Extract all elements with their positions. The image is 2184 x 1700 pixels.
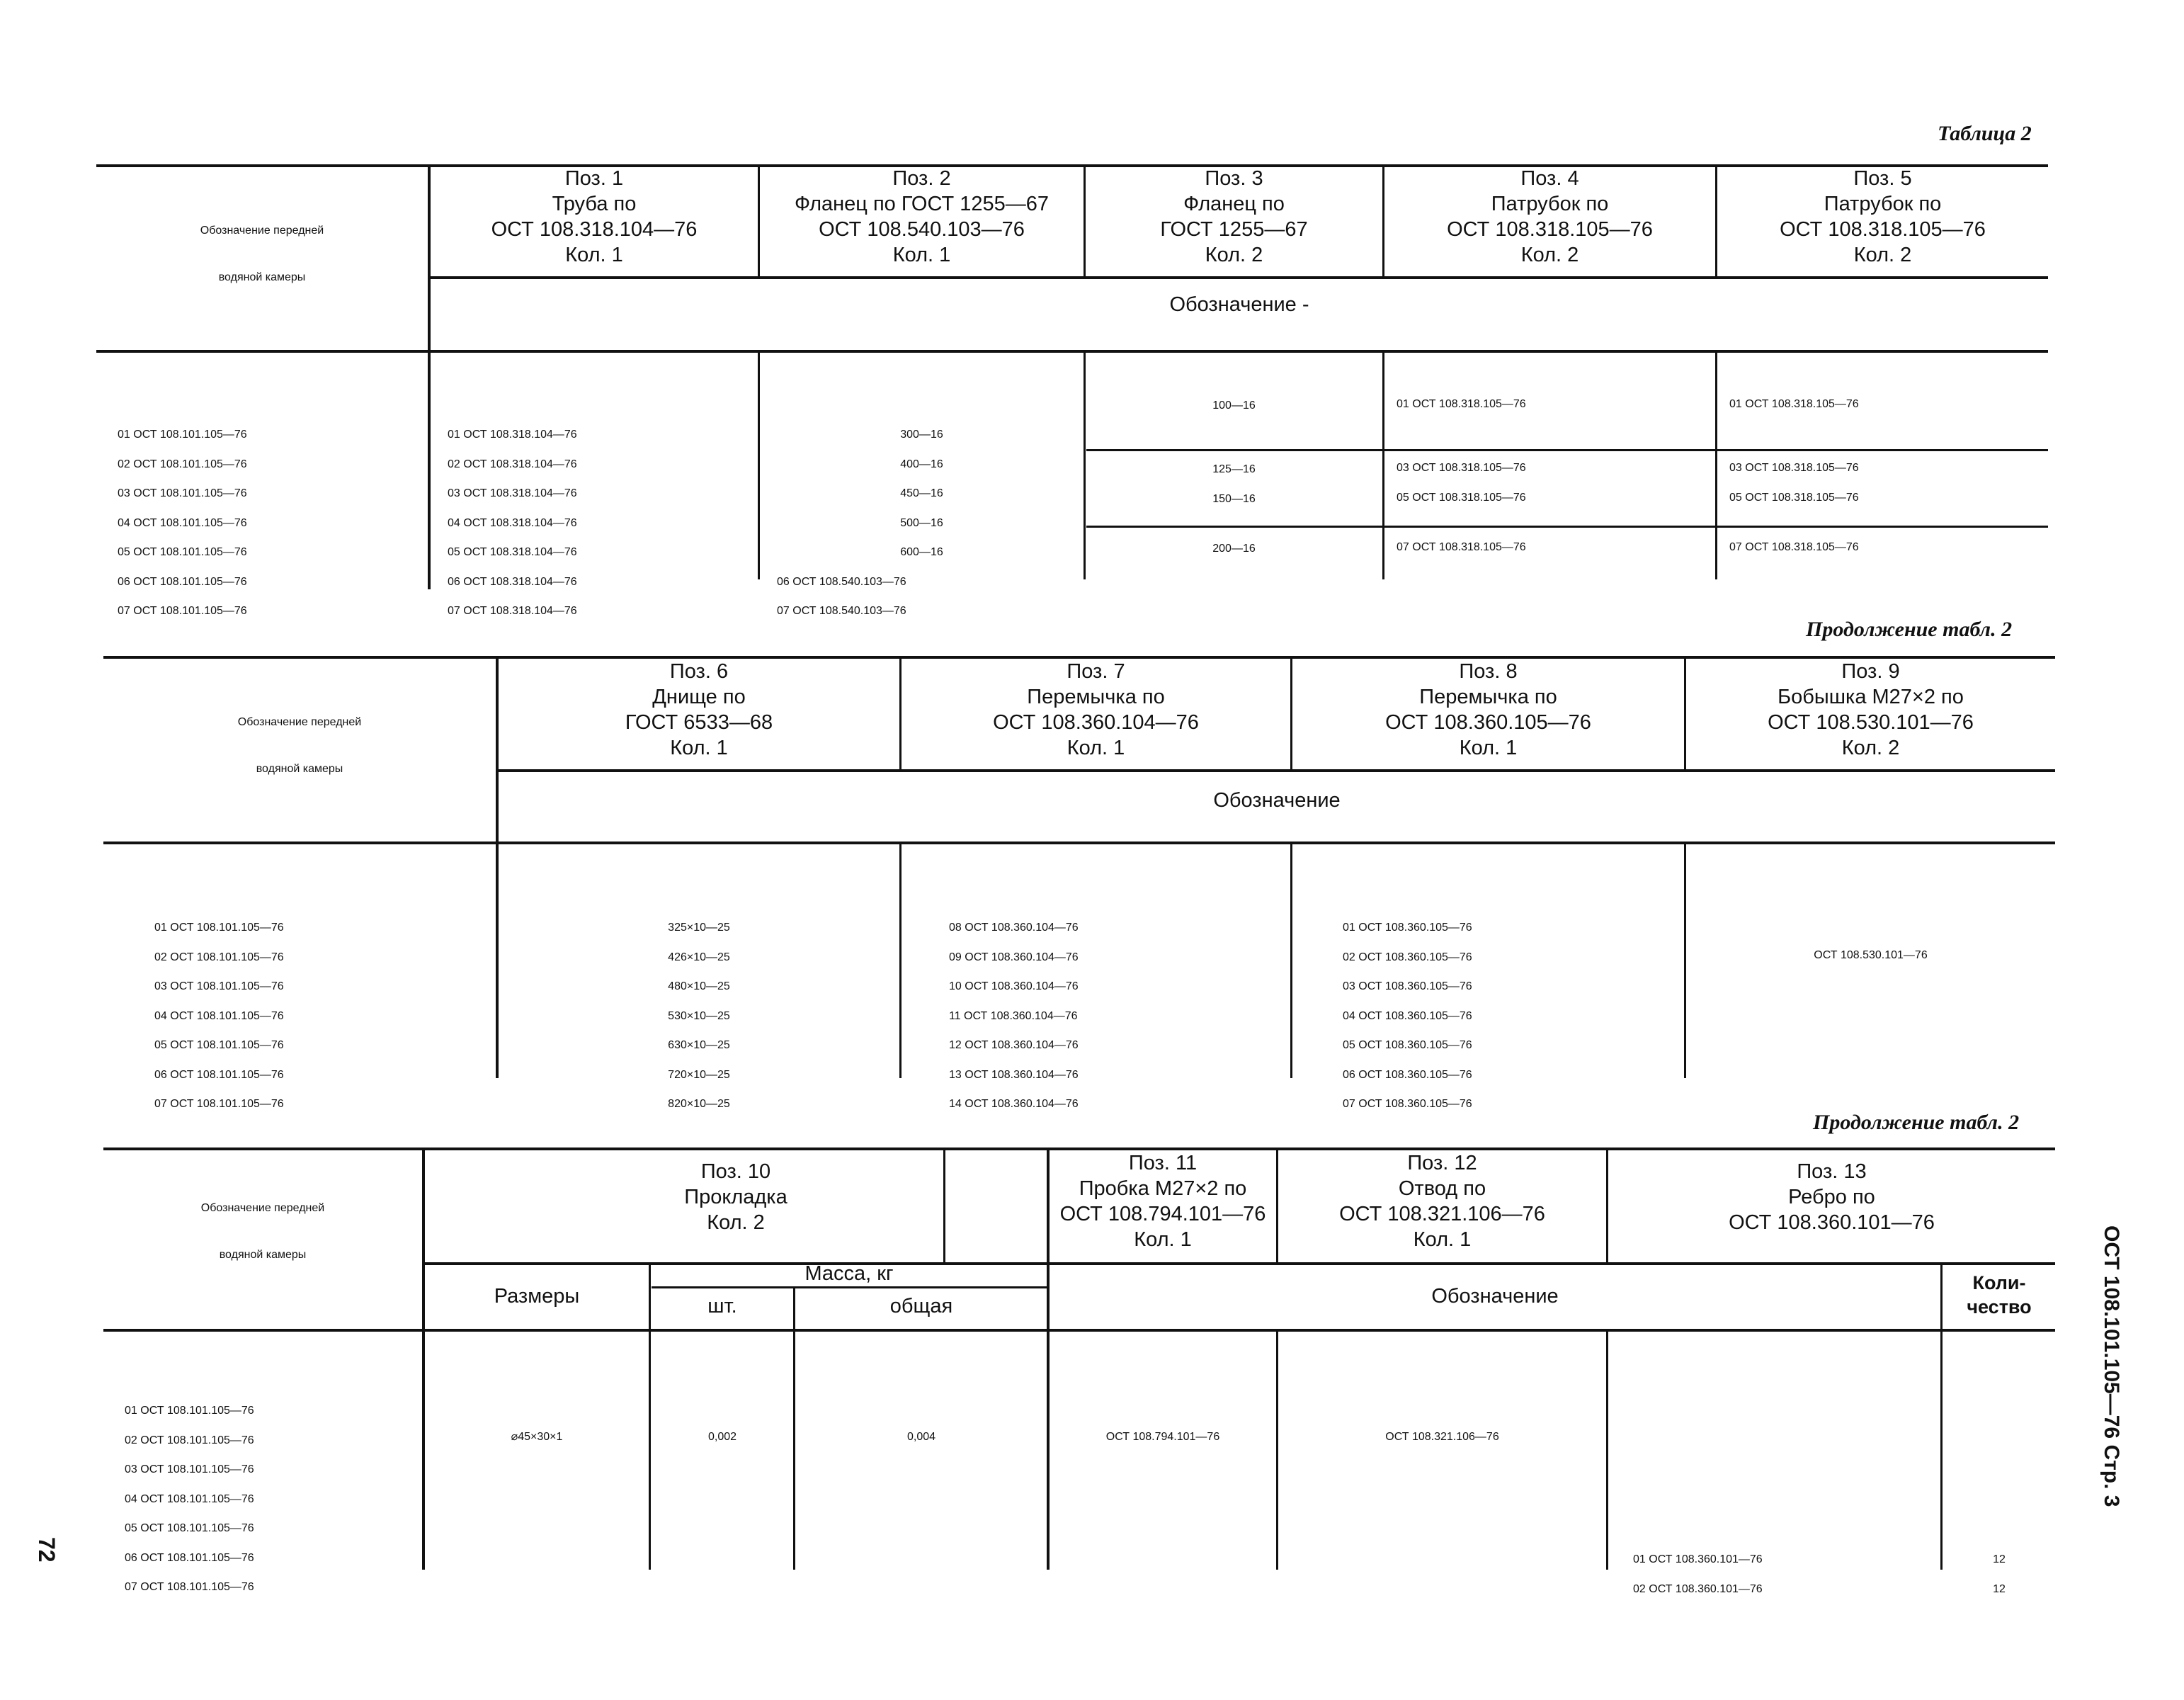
col-pos6-values: 325×10—25 426×10—25 480×10—25 530×10—25 630×10—25 720×10—25 820×10—25 <box>668 922 730 1110</box>
mass-total: 0,004 <box>906 1431 936 1443</box>
designation-label: Обозначение <box>1213 789 1341 812</box>
mass-total-label: общая <box>889 1295 953 1318</box>
row-header-line-2: водяной камеры <box>218 271 306 283</box>
col-header-pos9: Поз. 9 Бобышка М27×2 по ОСТ 108.530.101—76 Кол. 2 <box>1768 660 1974 759</box>
row-header-line-1: Обозначение передней <box>200 1202 325 1214</box>
col-header-pos1: Поз. 1 Труба по ОСТ 108.318.104—76 Кол. 1 <box>491 167 698 266</box>
col-header-pos8: Поз. 8 Перемычка по ОСТ 108.360.105—76 Кол. 1 <box>1385 660 1591 759</box>
designation-label: Обозначение - <box>1169 293 1309 316</box>
mass-label: Масса, кг <box>804 1262 894 1285</box>
row-header-line-1: Обозначение передней <box>200 225 324 237</box>
col-header-pos10: Поз. 10 Прокладка Кол. 2 <box>684 1160 787 1234</box>
row-designations: 01 ОСТ 108.101.105—76 02 ОСТ 108.101.105—76 03 ОСТ 108.101.105—76 04 ОСТ 108.101.105—76 05 ОСТ 108.101.105—76 06 ОСТ 108.101.105—76 07 ОСТ 108.101.105—76 <box>154 922 284 1110</box>
designation-label: Обозначение <box>1431 1285 1559 1308</box>
qty-values: 12 12 <box>1993 1553 2006 1595</box>
pos12-value: ОСТ 108.321.106—76 <box>1385 1431 1499 1443</box>
page-number: 72 <box>34 1537 59 1563</box>
size-value: ⌀45×30×1 <box>511 1431 563 1443</box>
table-2 <box>103 656 2055 1110</box>
col-pos7-values: 08 ОСТ 108.360.104—76 09 ОСТ 108.360.104—76 10 ОСТ 108.360.104—76 11 ОСТ 108.360.104—76 12 ОСТ 108.360.104—76 13 ОСТ 108.360.104—76 14 ОСТ 108.360.104—76 <box>949 922 1079 1110</box>
mass-unit-label: шт. <box>707 1295 737 1318</box>
table-1 <box>96 164 2048 617</box>
table-caption: Продолжение табл. 2 <box>1806 618 2013 641</box>
row-header-line-2: водяной камеры <box>256 763 343 775</box>
mass-per-piece: 0,002 <box>707 1431 737 1443</box>
pos13-values: 01 ОСТ 108.360.101—76 02 ОСТ 108.360.101—76 <box>1633 1553 1763 1595</box>
col-header-pos5: Поз. 5 Патрубок по ОСТ 108.318.105—76 Кол. 2 <box>1780 167 1986 266</box>
col-header-pos3: Поз. 3 Фланец по ГОСТ 1255—67 Кол. 2 <box>1160 167 1308 266</box>
sizes-label: Размеры <box>494 1285 580 1308</box>
pos11-value: ОСТ 108.794.101—76 <box>1105 1431 1220 1443</box>
side-standard-label: ОСТ 108.101.105—76 Стр. 3 <box>2100 1225 2123 1507</box>
row-header-line-2: водяной камеры <box>219 1249 307 1261</box>
table-caption: Продолжение табл. 2 <box>1813 1111 2020 1134</box>
qty-label: Коли- чество <box>1967 1272 2032 1318</box>
col-header-pos6: Поз. 6 Днище по ГОСТ 6533—68 Кол. 1 <box>625 660 773 759</box>
col-header-pos13: Поз. 13 Ребро по ОСТ 108.360.101—76 <box>1729 1160 1935 1234</box>
col-header-pos2: Поз. 2 Фланец по ГОСТ 1255—67 ОСТ 108.540.103—76 Кол. 1 <box>795 167 1049 266</box>
col-header-pos7: Поз. 7 Перемычка по ОСТ 108.360.104—76 Кол. 1 <box>993 660 1199 759</box>
col-pos2-values: 300—16 400—16 450—16 500—16 600—16 06 ОСТ 108.540.103—76 07 ОСТ 108.540.103—76 <box>777 429 943 617</box>
col-header-pos12: Поз. 12 Отвод по ОСТ 108.321.106—76 Кол. 1 <box>1339 1152 1545 1251</box>
col-pos4-values: 01 ОСТ 108.318.105—76 03 ОСТ 108.318.105—76 05 ОСТ 108.318.105—76 07 ОСТ 108.318.105—76 <box>1397 398 1526 553</box>
col-pos5-values: 01 ОСТ 108.318.105—76 03 ОСТ 108.318.105—76 05 ОСТ 108.318.105—76 07 ОСТ 108.318.105—76 <box>1729 398 1859 553</box>
col-header-pos11: Поз. 11 Пробка М27×2 по ОСТ 108.794.101—76 Кол. 1 <box>1059 1152 1266 1251</box>
col-pos3-values: 100—16 125—16 150—16 200—16 <box>1212 400 1256 555</box>
col-pos9-value: ОСТ 108.530.101—76 <box>1814 949 1928 961</box>
row-header-line-1: Обозначение передней <box>237 716 362 728</box>
row-designations: 01 ОСТ 108.101.105—76 02 ОСТ 108.101.105—76 03 ОСТ 108.101.105—76 04 ОСТ 108.101.105—76 05 ОСТ 108.101.105—76 06 ОСТ 108.101.105—76 07 ОСТ 108.101.105—76 <box>125 1405 254 1593</box>
table-caption: Таблица 2 <box>1938 122 2032 145</box>
col-header-pos4: Поз. 4 Патрубок по ОСТ 108.318.105—76 Кол. 2 <box>1447 167 1653 266</box>
row-designations: 01 ОСТ 108.101.105—76 02 ОСТ 108.101.105—76 03 ОСТ 108.101.105—76 04 ОСТ 108.101.105—76 05 ОСТ 108.101.105—76 06 ОСТ 108.101.105—76 07 ОСТ 108.101.105—76 <box>118 429 247 617</box>
col-pos1-values: 01 ОСТ 108.318.104—76 02 ОСТ 108.318.104—76 03 ОСТ 108.318.104—76 04 ОСТ 108.318.104—76 05 ОСТ 108.318.104—76 06 ОСТ 108.318.104—76 07 ОСТ 108.318.104—76 <box>448 429 577 617</box>
table-3 <box>103 1148 2055 1595</box>
col-pos8-values: 01 ОСТ 108.360.105—76 02 ОСТ 108.360.105—76 03 ОСТ 108.360.105—76 04 ОСТ 108.360.105—76 05 ОСТ 108.360.105—76 06 ОСТ 108.360.105—76 07 ОСТ 108.360.105—76 <box>1343 922 1472 1110</box>
